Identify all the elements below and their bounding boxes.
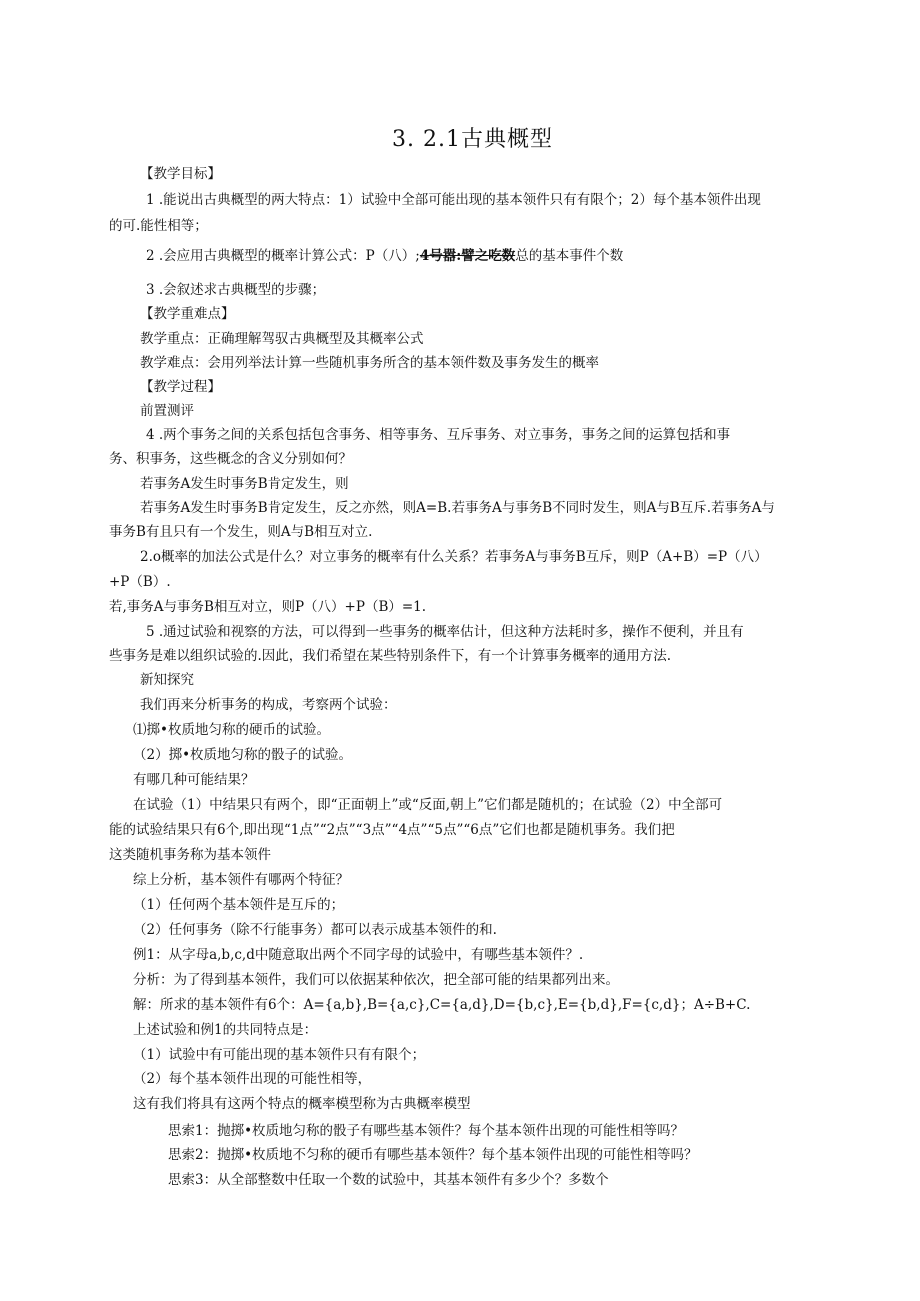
paragraph-line: 若事务A发生时事务B肯定发生，则: [140, 476, 349, 492]
paragraph-line: ⑴掷•枚质地匀称的硬币的试验。: [133, 722, 330, 738]
paragraph-line: 这类随机事务称为基本领件: [109, 847, 271, 863]
paragraph-line: [146, 246, 623, 266]
paragraph-line: 综上分析，基本领件有哪两个特征？: [133, 872, 349, 888]
paragraph-line: 思索3：从全部整数中任取一个数的试验中，其基本领件有多少个？多数个: [168, 1172, 609, 1188]
paragraph-line: （2）掷•枚质地匀称的骰子的试验。: [133, 747, 353, 763]
page-title: 3. 2.1古典概型: [392, 127, 553, 152]
paragraph-line: 些事务是难以组织试验的.因此，我们希望在某些特别条件下，有一个计算事务概率的通用方法.: [109, 648, 672, 664]
formula-prefix: 2 .会应用古典概型的概率计算公式：P（八）;: [146, 248, 420, 264]
paragraph-line: 1 .能说出古典概型的两大特点：1）试验中全部可能出现的基本领件只有有限个；2）每个基本领件出现: [146, 192, 761, 208]
paragraph-line: 若事务A发生时事务B肯定发生，反之亦然，则A=B.若事务A与事务B不同时发生，则A与B互斥.若事务A与: [140, 500, 775, 516]
section-heading-objectives: 【教学目标】: [140, 166, 221, 182]
paragraph-line: 务、积事务，这些概念的含义分别如何？: [109, 451, 352, 467]
subheading: 新知探究: [140, 672, 194, 688]
paragraph-line: 若,事务A与事务B相互对立，则P（八）+P（B）=1.: [109, 599, 427, 615]
paragraph-line: 我们再来分析事务的构成，考察两个试验：: [140, 697, 397, 713]
formula-struck-text: 4号嚣:譬之吃数: [419, 248, 516, 264]
paragraph-line: 的可.能性相等；: [109, 218, 208, 234]
paragraph-line: （2）任何事务（除不行能事务）都可以表示成基本领件的和.: [133, 922, 497, 938]
paragraph-line: （1）试验中有可能出现的基本领件只有有限个；: [133, 1047, 426, 1063]
subheading: 前置测评: [140, 403, 194, 419]
paragraph-line: 上述试验和例1的共同特点是：: [133, 1022, 318, 1038]
paragraph-line: 在试验（1）中结果只有两个，即“正面朝上”或“反面,朝上”它们都是随机的；在试验（2）中全部可: [133, 797, 723, 813]
paragraph-line: 分析：为了得到基本领件，我们可以依据某种依次，把全部可能的结果都列出来。: [133, 972, 619, 988]
paragraph-line: 例1：从字母a,b,c,d中随意取出两个不同字母的试验中，有哪些基本领件？.: [133, 947, 584, 963]
paragraph-line: 2.o概率的加法公式是什么？对立事务的概率有什么关系？若事务A与事务B互斥，则P（A+B）=P（八）: [140, 549, 768, 565]
paragraph-line: 有哪几种可能结果？: [133, 772, 255, 788]
paragraph-line: +P（B）.: [109, 574, 171, 590]
paragraph-line: 教学难点：会用列举法计算一些随机事务所含的基本领件数及事务发生的概率: [140, 355, 599, 371]
section-heading-key-points: 【教学重难点】: [140, 306, 235, 322]
paragraph-line: （2）每个基本领件出现的可能性相等，: [133, 1071, 372, 1087]
section-heading-process: 【教学过程】: [140, 379, 221, 395]
paragraph-line: 3 .会叙述求古典概型的步骤；: [146, 282, 326, 298]
paragraph-line: （1）任何两个基本领件是互斥的；: [133, 897, 345, 913]
paragraph-line: 思索1：抛掷•枚质地匀称的骰子有哪些基本领件？每个基本领件出现的可能性相等吗？: [168, 1123, 685, 1139]
paragraph-line: 事务B有且只有一个发生，则A与B相互对立.: [109, 524, 373, 540]
paragraph-line: 5 .通过试验和视察的方法，可以得到一些事务的概率估计，但这种方法耗时多，操作不便利，并且有: [146, 624, 744, 640]
paragraph-line: 这有我们将具有这两个特点的概率模型称为古典概率模型: [133, 1096, 471, 1112]
paragraph-line: 解：所求的基本领件有6个：A={a,b},B={a,c},C={a,d},D={b,c},E={b,d},F={c,d}；A÷B+C.: [133, 997, 751, 1013]
formula-suffix: 总的基本事件个数: [515, 248, 624, 264]
paragraph-line: 能的试验结果只有6个,即出现“1点”“2点”“3点”“4点”“5点”“6点”它们也都是随机事务。我们把: [109, 822, 675, 838]
paragraph-line: 教学重点：正确理解驾驭古典概型及其概率公式: [140, 331, 424, 347]
paragraph-line: 思索2：抛掷•枚质地不匀称的硬币有哪些基本领件？每个基本领件出现的可能性相等吗？: [168, 1147, 698, 1163]
paragraph-line: 4 .两个事务之间的关系包括包含事务、相等事务、互斥事务、对立事务，事务之间的运算包括和事: [146, 427, 731, 443]
